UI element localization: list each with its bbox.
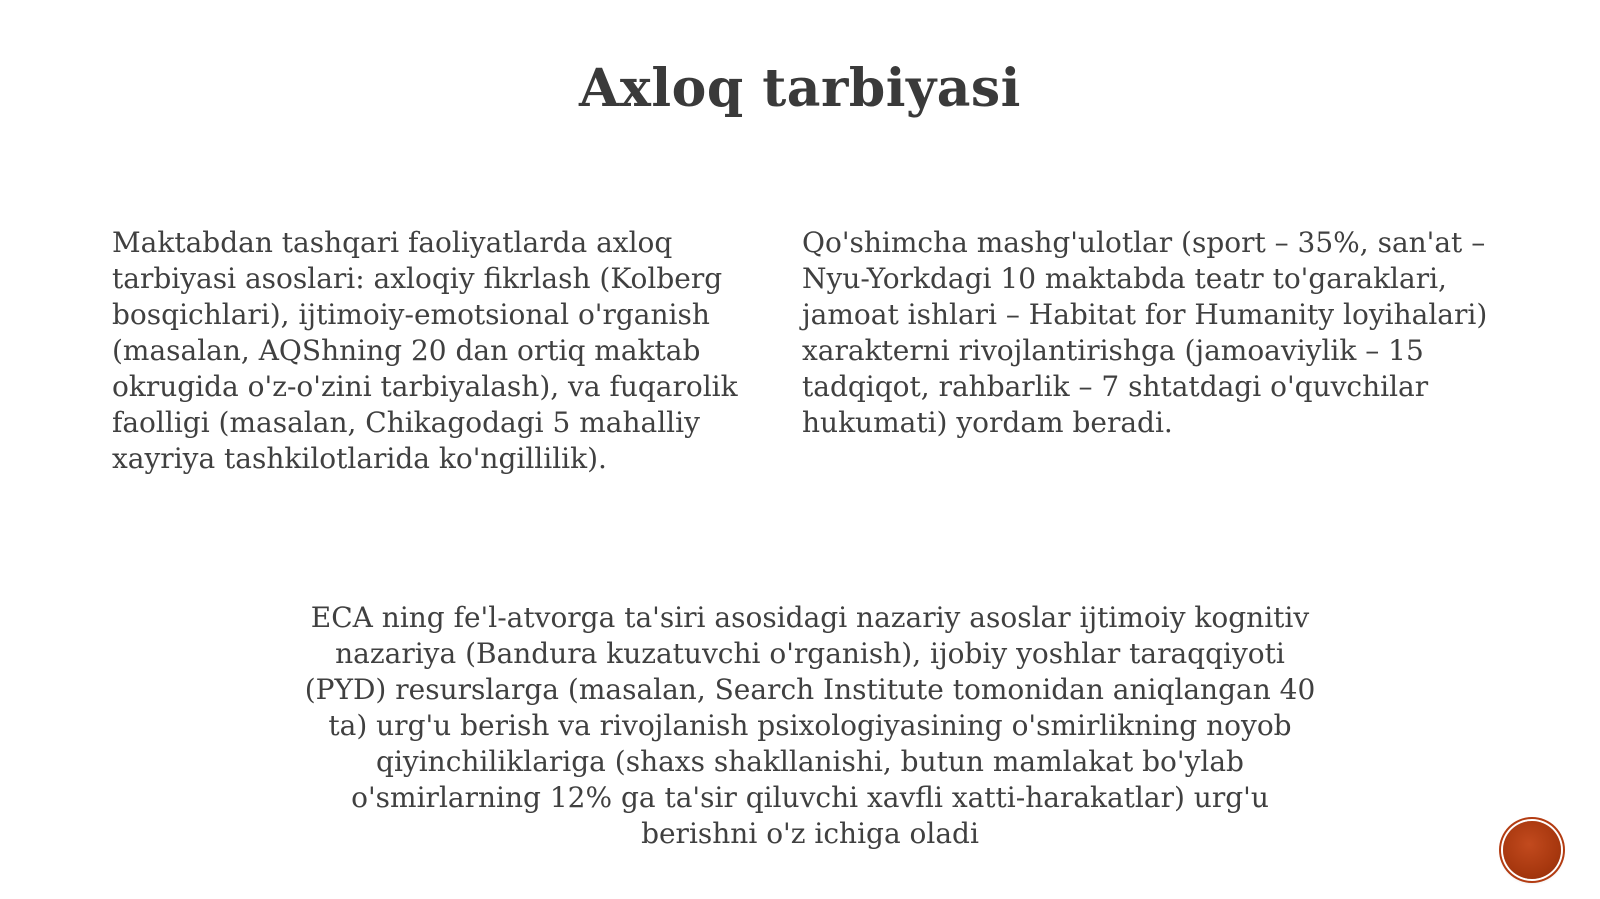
left-paragraph: Maktabdan tashqari faoliyatlarda axloq tarbiyasi asoslari: axloqiy fikrlash (Kolberg bosqichlari), ijtimoiy-emotsional o'rganish (masalan, AQShning 20 dan ortiq maktab okrugida o'z-o'zini tarbiyalash), va fuqarolik faolligi (masalan, Chikagodagi 5 mahalliy xayriya tashkilotlarida ko'ngillilik). (112, 226, 738, 475)
circle-nav-icon[interactable] (1503, 821, 1561, 879)
right-paragraph: Qo'shimcha mashg'ulotlar (sport – 35%, san'at – Nyu-Yorkdagi 10 maktabda teatr to'garaklari, jamoat ishlari – Habitat for Humanity loyihalari) xarakterni rivojlantirishga (jamoaviylik – 15 tadqiqot, rahbarlik – 7 shtatdagi o'quvchilar hukumati) yordam beradi. (802, 226, 1488, 439)
bottom-paragraph: ECA ning fe'l-atvorga ta'siri asosidagi nazariy asoslar ijtimoiy kognitiv nazariya (Bandura kuzatuvchi o'rganish), ijobiy yoshlar taraqqiyoti (PYD) resurslarga (masalan, Search Institute tomonidan aniqlangan 40 ta) urg'u berish va rivojlanish psixologiyasining o'smirlikning noyob qiyinchiliklariga (shaxs shakllanishi, butun mamlakat bo'ylab o'smirlarning 12% ga ta'sir qiluvchi xavfli xatti-harakatlar) urg'u berishni o'z ichiga oladi (304, 601, 1316, 850)
slide-title: Axloq tarbiyasi (579, 58, 1021, 119)
